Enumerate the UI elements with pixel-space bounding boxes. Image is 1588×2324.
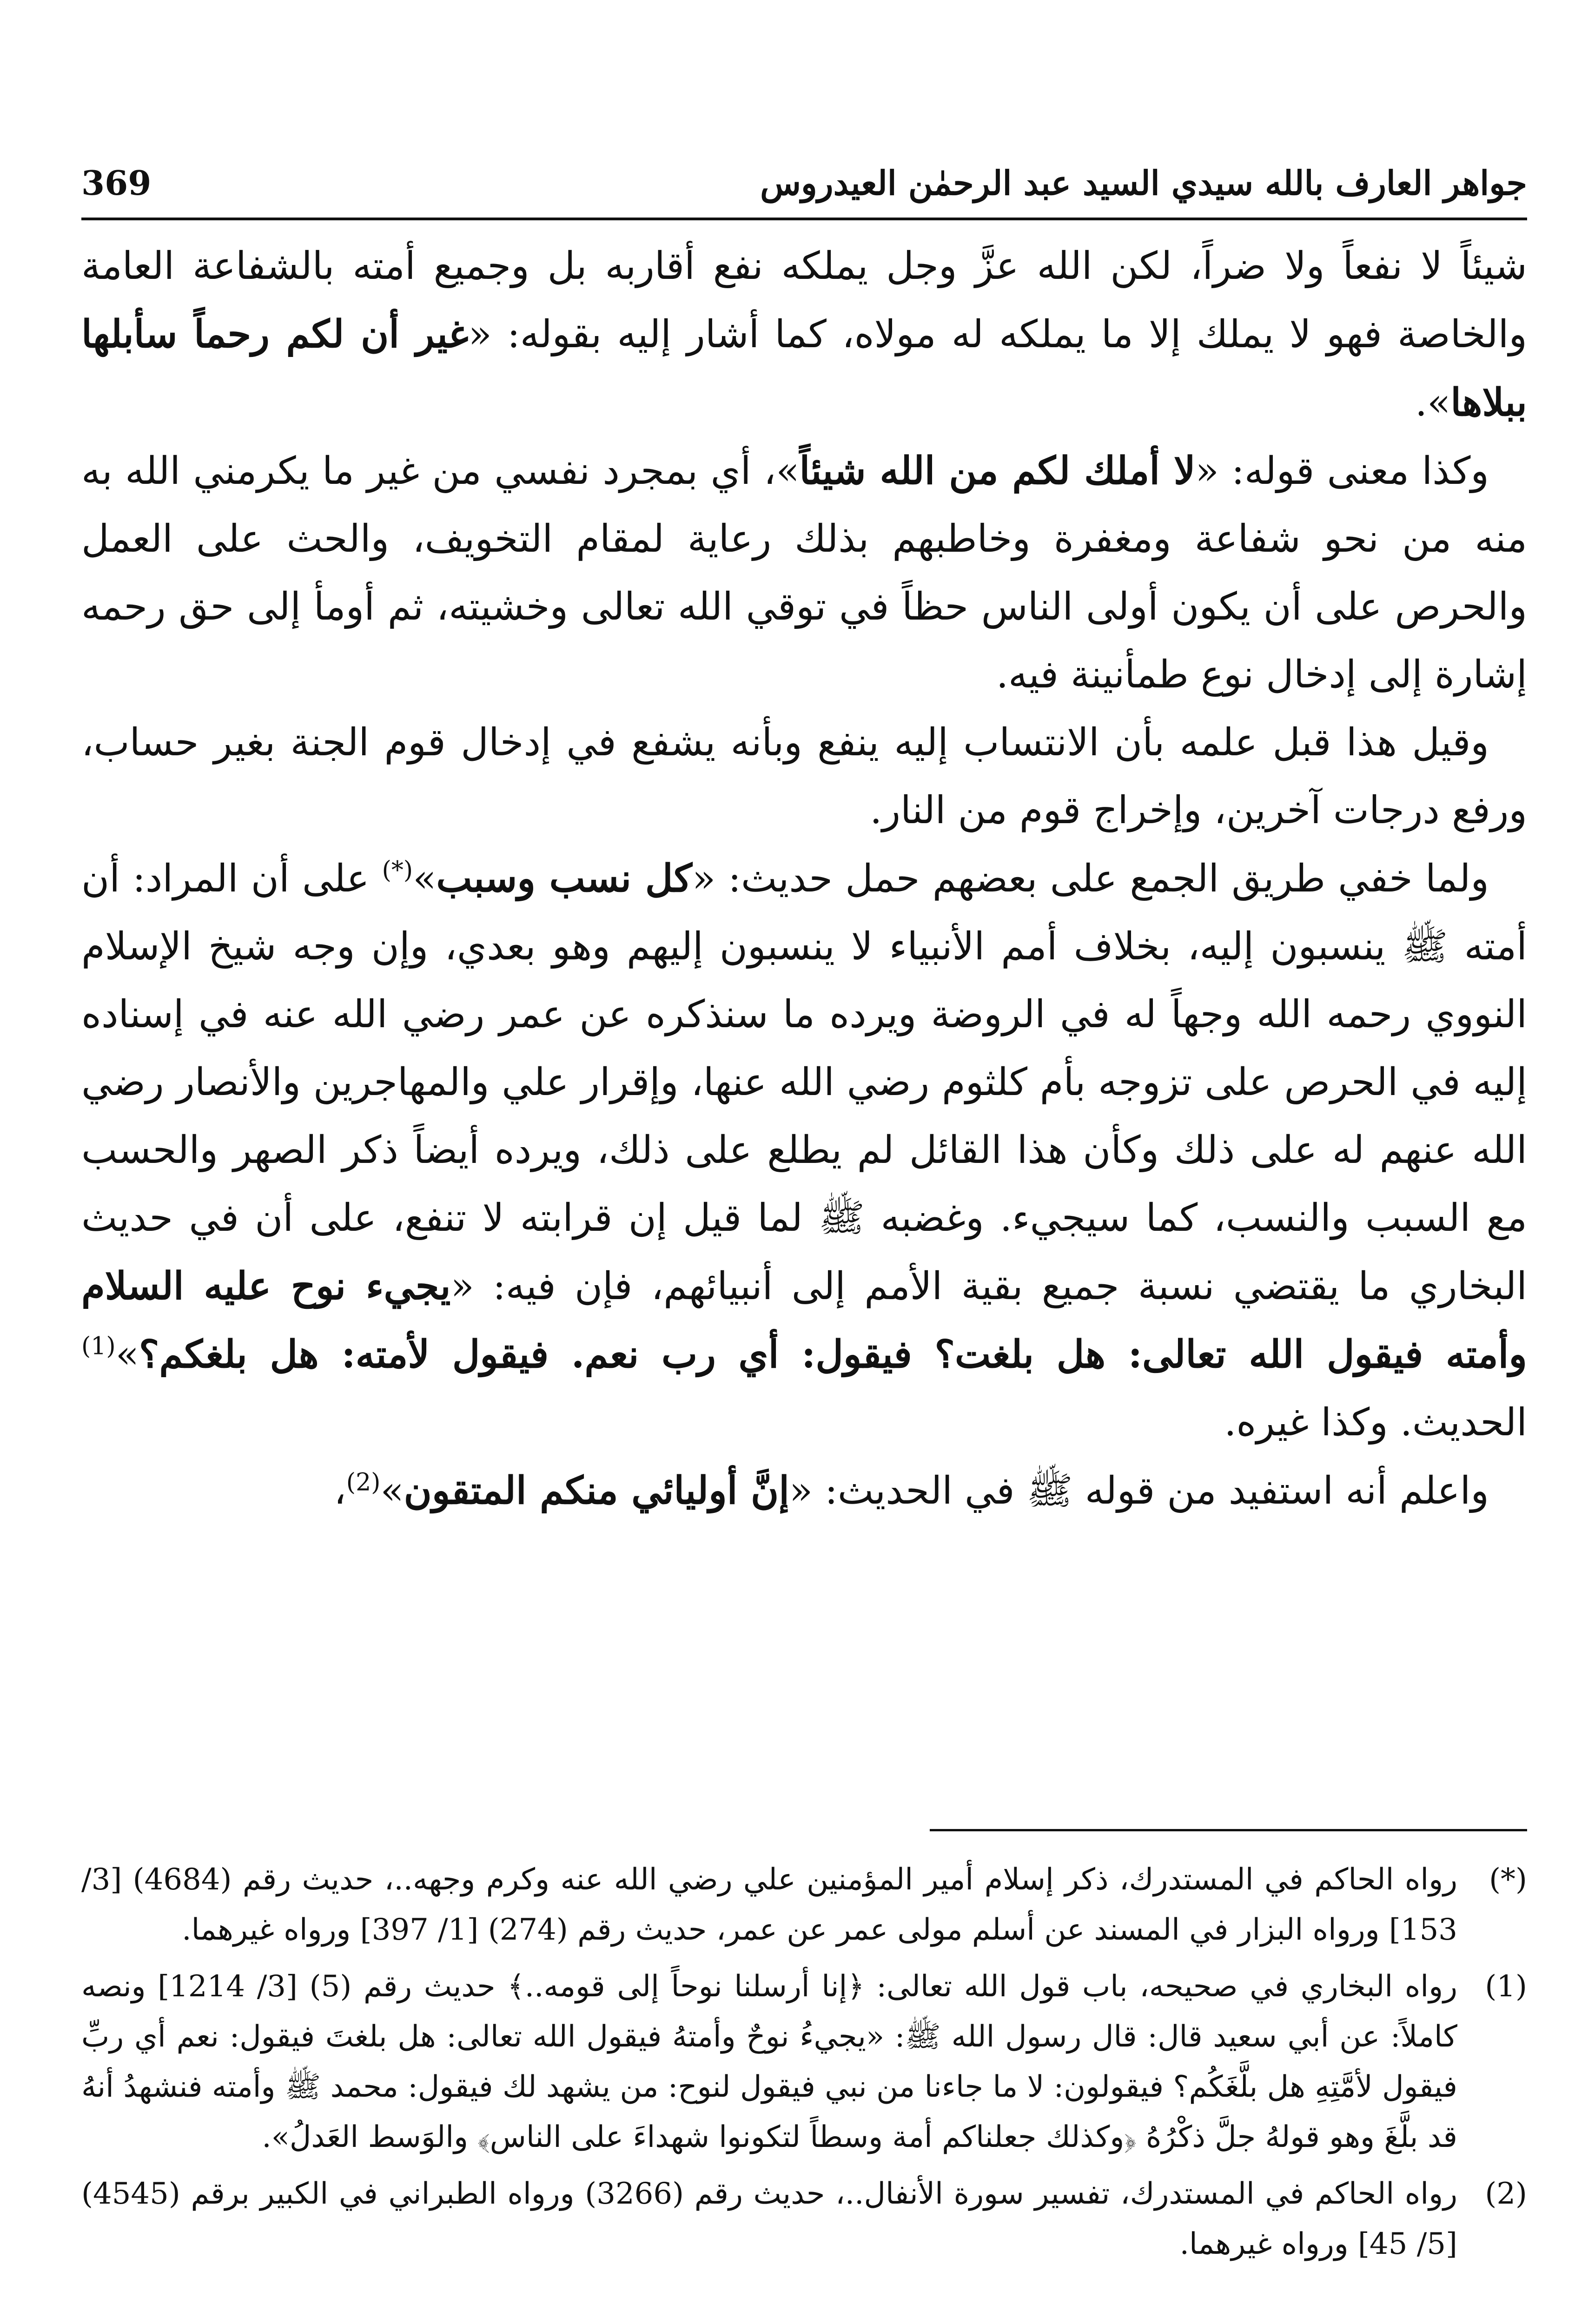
footnote-ref-2: (2) [346, 1468, 381, 1497]
text-run: »، أي بمجرد نفسي من غير ما يكرمني الله به منه من نحو شفاعة ومغفرة وخاطبهم بذلك رعاية لمقام التخويف، والحث على العمل والحرص على أن يكون أولى الناس حظاً في توقي الله تعالى وخشيته، ثم أومأ إلى حق رحمه إشارة إلى إدخال نوع طمأنينة فيه. [81, 449, 1527, 697]
footnote-ref-star: (*) [382, 856, 413, 885]
quoted-hadith: غير أن لكم رحماً سأبلها ببلاها [81, 312, 1527, 425]
paragraph-3 [81, 709, 1527, 845]
paragraph-1 [81, 232, 1527, 437]
footnote-mark: (2) [1485, 2177, 1527, 2211]
text-run: شيئاً لا نفعاً ولا ضراً، لكن الله عزَّ وجل يملكه نفع أقاربه بل وجميع أمته بالشفاعة العامة والخاصة فهو لا يملك إلا ما يملكه له مولاه، كما أشار إليه بقوله: « [81, 244, 1527, 357]
footnote [81, 1961, 1527, 2162]
paragraph-4 [81, 845, 1527, 1457]
footnote-text: رواه الحاكم في المستدرك، تفسير سورة الأنفال..، حديث رقم (3266) ورواه الطبراني في الكبير برقم (4545) [5/ 45] ورواه غيرهما. [81, 2177, 1458, 2261]
footnote-text: رواه الحاكم في المستدرك، ذكر إسلام أمير المؤمنين علي رضي الله عنه وكرم وجهه..، حديث رقم (4684) [3/ 153] ورواه البزار في المسند عن أسلم مولى عمر عن عمر، حديث رقم (274) [1/ 397] ورواه غيرهما. [81, 1862, 1458, 1947]
footnote-ref-1: (1) [81, 1332, 116, 1360]
text-run: ولما خفي طريق الجمع على بعضهم حمل حديث: « [692, 857, 1489, 901]
running-title: جواهر العارف بالله سيدي السيد عبد الرحمٰن العيدروس [760, 163, 1527, 203]
text-run: الحديث. وكذا غيره. [1224, 1400, 1527, 1445]
footnote-text: رواه البخاري في صحيحه، باب قول الله تعالى: ﴿إنا أرسلنا نوحاً إلى قومه..﴾ حديث رقم (5) [3/ 1214] ونصه كاملاً: عن أبي سعيد قال: قال رسول الله ﷺ: «يجيءُ نوحٌ وأمتهُ فيقول الله تعالى: هل بلغتَ فيقول: نعم أي ربِّ فيقول لأمَّتِهِ هل بلَّغَكُم؟ فيقولون: لا ما جاءنا من نبي فيقول لنوح: من يشهد لك فيقول: محمد ﷺ وأمته فنشهدُ أنهُ قد بلَّغَ وهو قولهُ جلَّ ذكْرُهُ ﴿وكذلك جعلناكم أمة وسطاً لتكونوا شهداءَ على الناس﴾ والوَسط العَدلُ». [81, 1969, 1457, 2154]
text-run: واعلم أنه استفيد من قوله ﷺ في الحديث: « [789, 1469, 1489, 1513]
footnote-mark: (*) [1489, 1862, 1527, 1897]
paragraph-2 [81, 437, 1527, 709]
quoted-hadith: لا أملك لكم من الله شيئاً [799, 449, 1196, 493]
quoted-hadith: كل نسب وسبب [436, 856, 692, 901]
footnote-divider [930, 1829, 1527, 1831]
main-text [81, 232, 1527, 1525]
page-header [81, 148, 1527, 220]
text-run: ». [1415, 381, 1451, 425]
footnote [81, 1855, 1527, 1955]
paragraph-5 [81, 1457, 1527, 1525]
text-run: على أن المراد: أن أمته ﷺ ينسبون إليه، بخلاف أمم الأنبياء لا ينسبون إليهم وهو بعدي، وإن وجه شيخ الإسلام النووي رحمه الله وجهاً له في الروضة ويرده ما سنذكره عن عمر رضي الله عنه في إسناده إليه في الحرص على تزوجه بأم كلثوم رضي الله عنها، وإقرار علي والمهاجرين والأنصار رضي الله عنهم له على ذلك وكأن هذا القائل لم يطلع على ذلك، ويرده أيضاً ذكر الصهر والحسب مع السبب والنسب، كما سيجيء. وغضبه ﷺ لما قيل إن قرابته لا تنفع، على أن في حديث البخاري ما يقتضي نسبة جميع بقية الأمم إلى أنبيائهم، فإن فيه: « [81, 857, 1527, 1308]
footnote-mark: (1) [1485, 1969, 1527, 2004]
footnote [81, 2169, 1527, 2269]
quoted-hadith: يجيء نوح عليه السلام وأمته فيقول الله تعالى: هل بلغت؟ فيقول: أي رب نعم. فيقول لأمته: هل بلغكم؟ [81, 1264, 1527, 1377]
text-run: » [380, 1469, 404, 1513]
text-run: وكذا معنى قوله: « [1195, 449, 1489, 493]
footnotes [81, 1855, 1527, 2276]
quoted-hadith: إنَّ أوليائي منكم المتقون [404, 1468, 790, 1513]
text-run: ، [334, 1469, 346, 1513]
text-run: » [115, 1333, 139, 1377]
text-run: وقيل هذا قبل علمه بأن الانتساب إليه ينفع وبأنه يشفع في إدخال قوم الجنة بغير حساب، ورفع درجات آخرين، وإخراج قوم من النار. [81, 720, 1527, 832]
text-run: » [413, 857, 437, 901]
page-number: 369 [81, 163, 152, 203]
